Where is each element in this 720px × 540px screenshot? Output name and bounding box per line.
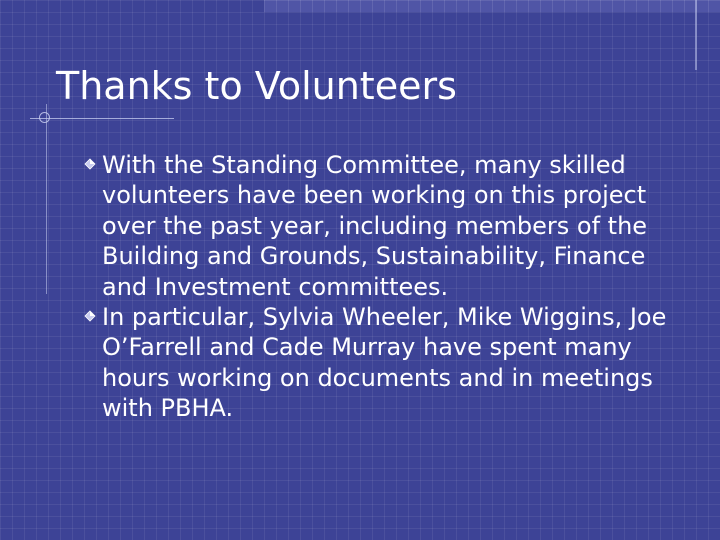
decorative-horizontal-line	[30, 118, 174, 119]
diamond-bullet-icon	[84, 158, 96, 170]
bullet-text: With the Standing Committee, many skilled volunteers have been working on this project over the past year, including members of the Building and Grounds, Sustainability, Finance and Investment committees.	[102, 151, 648, 301]
diamond-bullet-icon	[84, 310, 96, 322]
slide-title: Thanks to Volunteers	[56, 64, 457, 108]
decorative-vertical-line	[46, 104, 47, 294]
decorative-right-line	[695, 0, 697, 70]
bullet-text: In particular, Sylvia Wheeler, Mike Wiggins, Joe O’Farrell and Cade Murray have spent many hours working on documents and in meetings with PBHA.	[102, 303, 667, 423]
bullet-list	[80, 150, 700, 424]
decorative-circle-icon	[39, 112, 50, 123]
bullet-item	[80, 150, 700, 302]
decorative-top-bar	[264, 0, 720, 12]
bullet-item	[80, 302, 700, 424]
